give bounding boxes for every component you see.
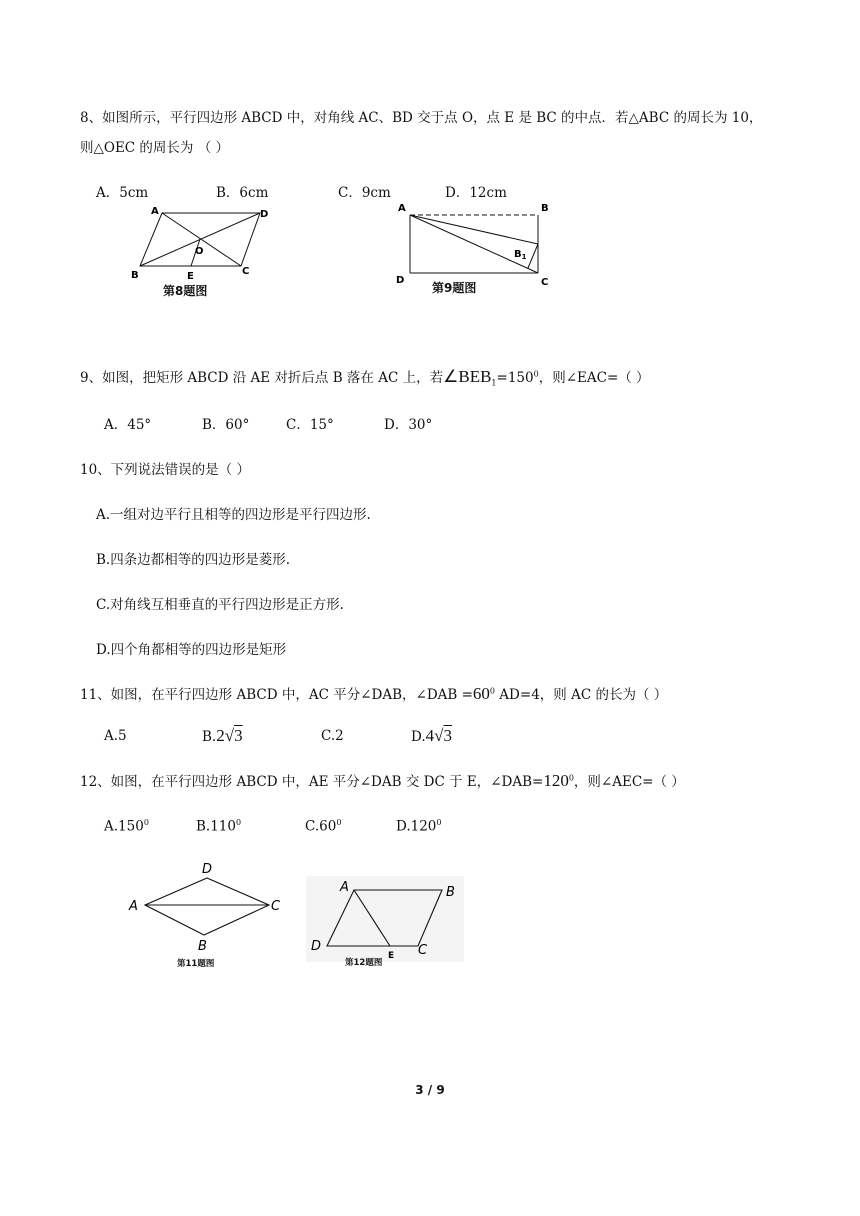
q8-label-c: C xyxy=(242,266,250,277)
q11-stem: 11、如图，在平行四边形 ABCD 中，AC 平分∠DAB，∠DAB $=60^0$ AD=4，则 AC 的长为（ ） xyxy=(80,684,668,703)
q8-label-o: O xyxy=(195,246,204,257)
q9-stem: 9、如图，把矩形 ABCD 沿 AE 对折后点 B 落在 AC 上，若$\angle BEB_1=150^0$，则∠EAC=（ ） xyxy=(80,367,650,388)
q12-option-a: A.150$^0$ xyxy=(104,818,149,835)
q9-option-d: D．30° xyxy=(384,417,433,433)
q8-stem-line1: 8、如图所示，平行四边形 ABCD 中，对角线 AC、BD 交于点 O，点 E 是 BC 的中点．若△ABC 的周长为 10， xyxy=(80,110,763,126)
q11-option-b: B.2√3 xyxy=(202,726,243,745)
q10-option-a: A.一组对边平行且相等的四边形是平行四边形. xyxy=(96,507,371,523)
q8-stem-line2: 则△OEC 的周长为 （ ） xyxy=(80,140,230,156)
q12-option-c: $C.60^0$ xyxy=(305,818,342,835)
q11-figure xyxy=(124,858,294,970)
q11-label-b: B xyxy=(198,939,207,954)
q11-label-c: C xyxy=(271,899,281,914)
q9-option-a: A．45° xyxy=(104,417,152,433)
q10-option-c: C.对角线互相垂直的平行四边形是正方形. xyxy=(96,597,344,613)
q8-option-a: A．5cm xyxy=(96,185,149,201)
q9-figure-caption: 第9题图 xyxy=(432,281,477,295)
q12-label-c: C xyxy=(418,943,428,958)
q8-label-d: D xyxy=(260,209,269,220)
q11-option-c: C.2 xyxy=(321,728,344,744)
q8-label-a: A xyxy=(151,206,159,217)
q11-label-d: D xyxy=(202,862,213,877)
q9-label-c: C xyxy=(541,277,549,288)
q9-option-b: B．60° xyxy=(202,417,250,433)
q12-label-b: B xyxy=(446,885,455,900)
q12-option-b: B.110$^0$ xyxy=(196,818,242,835)
q8-option-b: B．6cm xyxy=(216,185,269,201)
q9-figure xyxy=(392,196,562,292)
q10-stem: 10、下列说法错误的是（ ） xyxy=(80,462,250,478)
q11-label-a: A xyxy=(129,899,138,914)
q8-option-d: D．12cm xyxy=(445,185,507,201)
q12-label-d: D xyxy=(311,939,322,954)
q8-figure-caption: 第8题图 xyxy=(163,284,208,298)
q9-label-a: A xyxy=(398,203,406,214)
q11-figure-caption: 第11题图 xyxy=(177,959,215,969)
q11-option-a: A.5 xyxy=(104,728,127,744)
page-number: 3 / 9 xyxy=(415,1083,445,1097)
q9-label-b: B xyxy=(541,203,549,214)
q12-stem: 12、如图，在平行四边形 ABCD 中，AE 平分∠DAB 交 DC 于 E，$\angle DAB=120^0$，则∠AEC=（ ） xyxy=(80,771,685,790)
q12-figure xyxy=(306,876,466,966)
q9-label-b1: $B_1$ xyxy=(514,249,527,261)
q12-figure-caption: 第12题图 xyxy=(345,958,383,968)
q12-label-e: E xyxy=(388,951,395,961)
q8-option-c: C．9cm xyxy=(338,185,391,201)
q11-option-d: D.4√3 xyxy=(411,726,452,745)
q10-option-b: B.四条边都相等的四边形是菱形. xyxy=(96,552,291,568)
q10-option-d: D.四个角都相等的四边形是矩形 xyxy=(96,642,287,658)
q12-option-d: D.120$^0$ xyxy=(396,818,442,835)
q12-label-a: A xyxy=(340,880,349,895)
q8-label-b: B xyxy=(131,270,139,281)
q8-figure xyxy=(124,202,294,298)
q9-label-d: D xyxy=(396,275,405,286)
q9-option-c: C．15° xyxy=(286,417,334,433)
q8-label-e: E xyxy=(187,271,194,282)
